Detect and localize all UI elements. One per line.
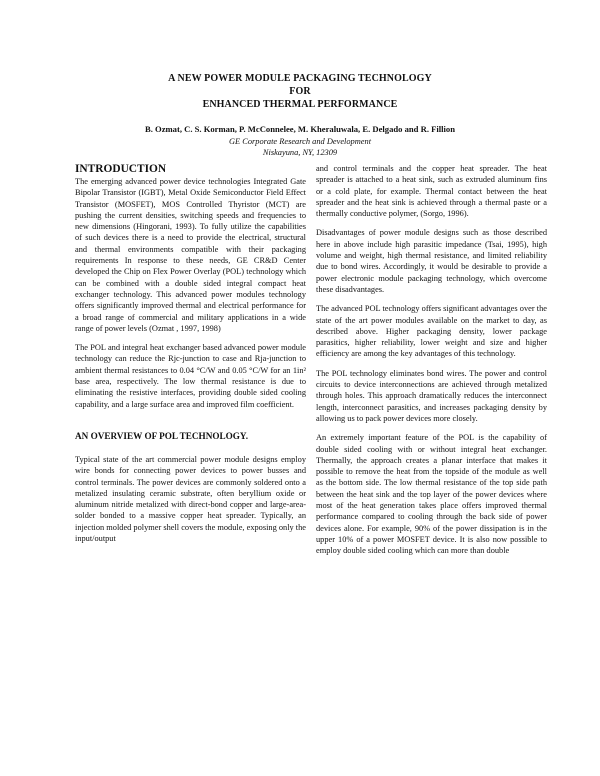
body-paragraph-disadvantages: Disadvantages of power module designs such as those described here in above include high parasitic impedance (Tsai, 1995), high volume and weight, high thermal resistance, and limited reliability due to bond wires. Accordingly, it would be desirable to provide a power electronic module packaging technology, which overcome these disadvantages. xyxy=(316,228,547,294)
introduction-heading: INTRODUCTION xyxy=(75,163,167,175)
body-paragraph-double-sided-cooling: An extremely important feature of the POL is the capability of double sided cooling with or without integral heat exchanger. Thermally, the approach creates a planar interface that makes it possible to remove the heat from the topside of the module as well as the bottom side. The low thermal resistance of the top side path between the heat sink and the top layer of the power devices where most of the heat generation takes place offers improved thermal performance compared to cooling through the back side of power devices alone. For example, 90% of the power dissipation is in the upper 10% of a power MOSFET device. It is also now possible to employ double sided cooling which can more than double xyxy=(316,433,547,556)
author-list: B. Ozmat, C. S. Korman, P. McConnelee, M. Kheraluwala, E. Delgado and R. Fillion xyxy=(144,124,455,134)
paper-title-line-1: A NEW POWER MODULE PACKAGING TECHNOLOGY xyxy=(168,73,432,84)
right-column xyxy=(316,163,547,557)
overview-heading: AN OVERVIEW OF POL TECHNOLOGY. xyxy=(75,430,248,441)
affiliation-org: GE Corporate Research and Development xyxy=(228,137,372,146)
body-paragraph-advantages: The advanced POL technology offers significant advantages over the state of the art power modules available on the market to day, as described above. Higher packaging density, lower package parasitics, higher reliability, lower weight and size and higher efficiency are among the key advantages of this technology. xyxy=(316,304,547,359)
affiliation-location: Niskayuna, NY, 12309 xyxy=(262,148,338,157)
introduction-paragraph-2: The POL and integral heat exchanger based advanced power module technology can reduce the Rjc-junction to case and Rja-junction to ambient thermal resistances to 0.04 °C/W and 0.05 °C/W for an 1in² base area, respectively. The low thermal resistance is due to eliminating the resistive interfaces, providing double sided cooling capability, and a large surface area and improved film coefficient. xyxy=(75,343,306,409)
introduction-paragraph-1: The emerging advanced power device technologies Integrated Gate Bipolar Transistor (IGBT), Metal Oxide Semiconductor Field Effect Transistor (MOSFET), MOS Controlled Thyristor (MCT) are pushing the current densities, switching speeds and frequencies to new dimensions (Hingorani, 1993). To fully utilize the capabilities of such devices there is a need to provide the electrical, structural and thermal environments compatible with their packaging requirements In response to these needs, GE CR&D Center developed the Chip on Flex Power Overlay (POL) technology which can be combined with a double sided integral compact heat exchanger technology. This advanced power modules technology offers significantly improved thermal and electrical performance for a broad range of commercial and military applications in a wide range of power levels (Ozmat , 1997, 1998) xyxy=(75,177,306,333)
body-paragraph-continued: and control terminals and the copper heat spreader. The heat spreader is attached to a heat sink, such as extruded aluminum fins or a cold plate, for example. Thermal contact between the heat spreader and the heat sink is achieved through a thermal paste or a thermally conductive polymer, (Sorgo, 1996). xyxy=(316,164,547,219)
paper-title-line-2: FOR xyxy=(289,86,311,97)
left-column xyxy=(75,163,306,544)
body-paragraph-bond-wires: The POL technology eliminates bond wires. The power and control circuits to device interconnections are achieved through metalized through holes. This approach dramatically reduces the interconnect length, interconnect parasitics, and increases packaging density by allowing us to pack power devices more closely. xyxy=(316,368,547,423)
paper-title-line-3: ENHANCED THERMAL PERFORMANCE xyxy=(202,99,398,110)
overview-paragraph-1: Typical state of the art commercial power module designs employ wire bonds for connecting power devices to power busses and control terminals. The power devices are commonly soldered onto a metalized insulating ceramic substrate, often beryllium oxide or aluminum nitride metalized with direct-bond copper and large-area-solder bonded to a massive copper heat spreader. Typically, an injection molded polymer shell covers the module, exposing only the input/output xyxy=(75,454,306,544)
